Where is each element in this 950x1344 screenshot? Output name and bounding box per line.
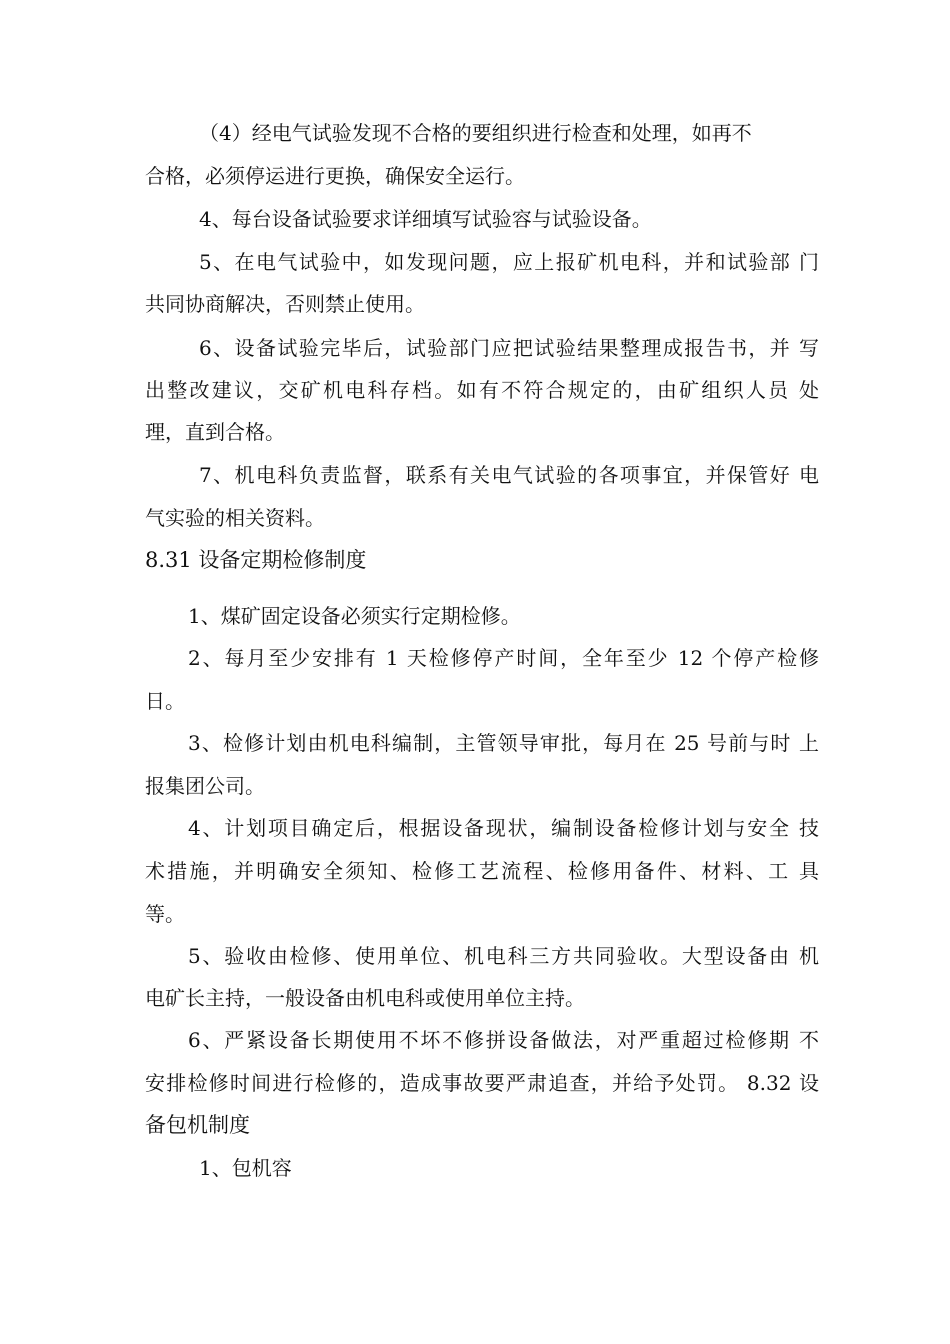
paragraph-line: 理，直到合格。 [145, 420, 285, 444]
paragraph-line: （4）经电气试验发现不合格的要组织进行检查和处理，如再不 [199, 121, 752, 145]
paragraph-line: 出整改建议，交矿机电科存档。如有不符合规定的，由矿组织人员 处 [145, 378, 819, 402]
paragraph-line: 报集团公司。 [145, 774, 265, 798]
paragraph-line: 合格，必须停运进行更换，确保安全运行。 [145, 164, 525, 188]
paragraph-line: 日。 [145, 689, 185, 713]
paragraph-line: 共同协商解决，否则禁止使用。 [145, 292, 425, 316]
paragraph-line: 1、包机容 [199, 1156, 292, 1180]
paragraph-line: 术措施，并明确安全须知、检修工艺流程、检修用备件、材料、工 具 [145, 859, 819, 883]
paragraph-line: 4、每台设备试验要求详细填写试验容与试验设备。 [199, 207, 652, 231]
paragraph-line: 2、每月至少安排有 1 天检修停产时间，全年至少 12 个停产检修 [188, 646, 819, 670]
paragraph-line: 5、验收由检修、使用单位、机电科三方共同验收。大型设备由 机 [188, 944, 819, 968]
paragraph-line: 等。 [145, 902, 185, 926]
paragraph-line: 电矿长主持，一般设备由机电科或使用单位主持。 [145, 986, 585, 1010]
paragraph-line: 6、设备试验完毕后，试验部门应把试验结果整理成报告书，并 写 [199, 336, 819, 360]
paragraph-line: 1、煤矿固定设备必须实行定期检修。 [188, 604, 521, 628]
section-heading: 8.31 设备定期检修制度 [145, 548, 367, 572]
paragraph-line: 6、严紧设备长期使用不坏不修拼设备做法，对严重超过检修期 不 [188, 1028, 819, 1052]
paragraph-line: 安排检修时间进行检修的，造成事故要严肃追查，并给予处罚。 8.32 设 [145, 1071, 819, 1095]
paragraph-line: 5、在电气试验中，如发现问题，应上报矿机电科，并和试验部 门 [199, 250, 819, 274]
paragraph-line: 4、计划项目确定后，根据设备现状，编制设备检修计划与安全 技 [188, 816, 819, 840]
paragraph-line: 7、机电科负责监督，联系有关电气试验的各项事宜，并保管好 电 [199, 463, 819, 487]
section-heading: 备包机制度 [145, 1113, 250, 1137]
paragraph-line: 气实验的相关资料。 [145, 506, 325, 530]
paragraph-line: 3、检修计划由机电科编制，主管领导审批，每月在 25 号前与时 上 [188, 731, 819, 755]
